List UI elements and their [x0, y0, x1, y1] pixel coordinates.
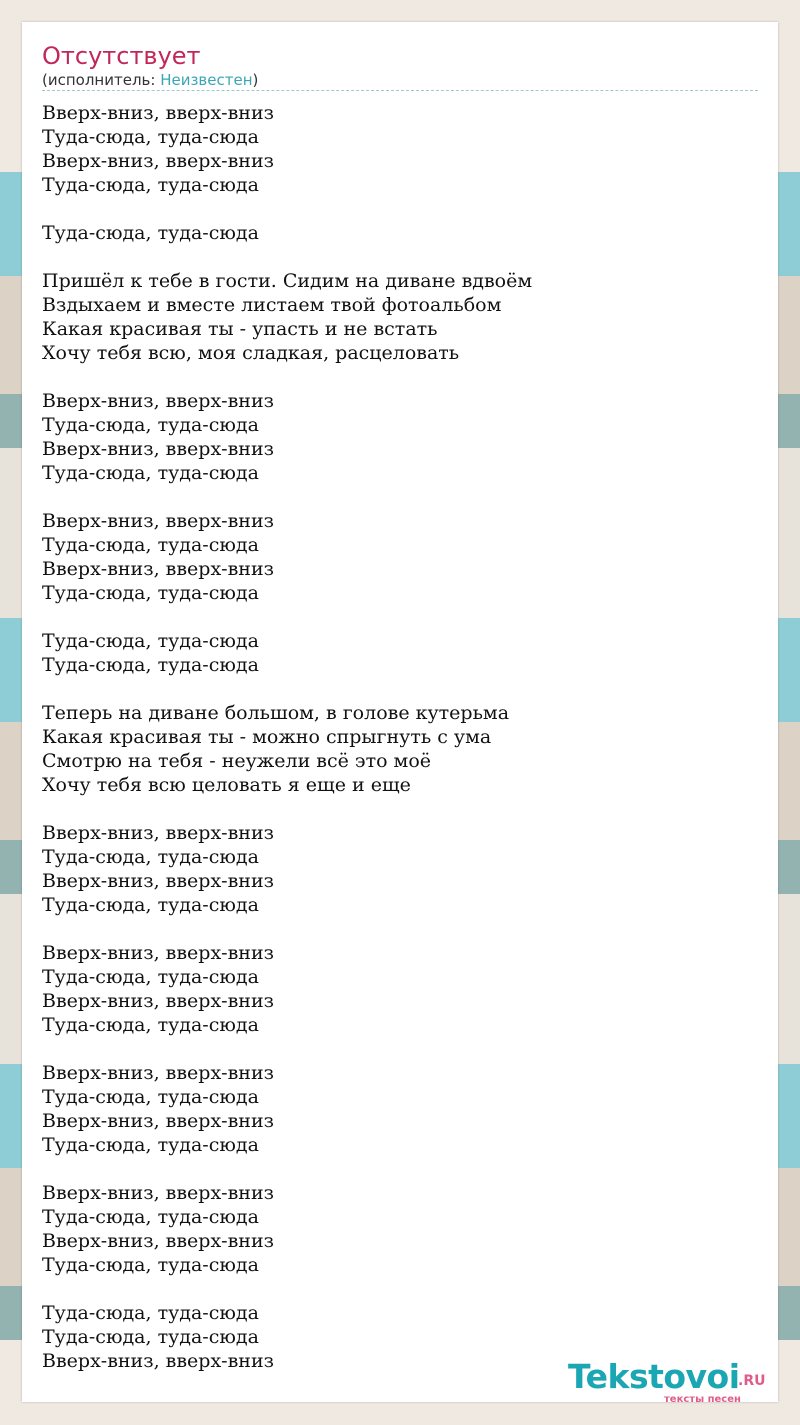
lyrics-text: [42, 101, 532, 1397]
lyrics-line: Туда-сюда, туда-сюда: [42, 846, 259, 868]
lyrics-line: Хочу тебя всю, моя сладкая, расцеловать: [42, 342, 460, 364]
lyrics-line: Туда-сюда, туда-сюда: [42, 1254, 259, 1276]
lyrics-stanza: [42, 1301, 532, 1373]
lyrics-line: Вверх-вниз, вверх-вниз: [42, 510, 274, 532]
lyrics-line: Вверх-вниз, вверх-вниз: [42, 1350, 274, 1372]
lyrics-stanza: [42, 821, 532, 917]
lyrics-line: Туда-сюда, туда-сюда: [42, 126, 259, 148]
lyrics-stanza: [42, 101, 532, 197]
lyrics-line: Туда-сюда, туда-сюда: [42, 1014, 259, 1036]
lyrics-line: Вверх-вниз, вверх-вниз: [42, 438, 274, 460]
lyrics-card: [22, 22, 778, 1405]
lyrics-line: Туда-сюда, туда-сюда: [42, 1326, 259, 1348]
lyrics-stanza: [42, 389, 532, 485]
lyrics-line: Туда-сюда, туда-сюда: [42, 1206, 259, 1228]
song-title: Отсутствует: [42, 42, 201, 70]
lyrics-line: Туда-сюда, туда-сюда: [42, 414, 259, 436]
lyrics-line: Какая красивая ты - упасть и не встать: [42, 318, 438, 340]
artist-prefix: (исполнитель:: [42, 71, 161, 89]
logo-tagline: тексты песен: [664, 1394, 741, 1405]
site-logo[interactable]: [568, 1357, 773, 1405]
lyrics-stanza: [42, 941, 532, 1037]
lyrics-stanza: [42, 701, 532, 797]
lyrics-line: Вверх-вниз, вверх-вниз: [42, 102, 274, 124]
lyrics-line: Вверх-вниз, вверх-вниз: [42, 1062, 274, 1084]
lyrics-line: Вверх-вниз, вверх-вниз: [42, 942, 274, 964]
artist-line: [42, 71, 258, 89]
lyrics-line: Вверх-вниз, вверх-вниз: [42, 150, 274, 172]
lyrics-line: Пришёл к тебе в гости. Сидим на диване вдвоём: [42, 270, 533, 292]
lyrics-line: Вверх-вниз, вверх-вниз: [42, 390, 274, 412]
lyrics-line: Туда-сюда, туда-сюда: [42, 174, 259, 196]
lyrics-line: Туда-сюда, туда-сюда: [42, 1302, 259, 1324]
lyrics-line: Туда-сюда, туда-сюда: [42, 630, 259, 652]
lyrics-line: Вверх-вниз, вверх-вниз: [42, 1110, 274, 1132]
lyrics-line: Хочу тебя всю целовать я еще и еще: [42, 774, 411, 796]
lyrics-line: Вверх-вниз, вверх-вниз: [42, 990, 274, 1012]
lyrics-line: Туда-сюда, туда-сюда: [42, 1134, 259, 1156]
lyrics-stanza: [42, 629, 532, 677]
lyrics-line: Вверх-вниз, вверх-вниз: [42, 822, 274, 844]
lyrics-stanza: [42, 1181, 532, 1277]
lyrics-line: Смотрю на тебя - неужели всё это моё: [42, 750, 432, 772]
lyrics-line: Туда-сюда, туда-сюда: [42, 462, 259, 484]
logo-tld: .RU: [738, 1373, 766, 1389]
lyrics-line: Теперь на диване большом, в голове кутерьма: [42, 702, 510, 724]
lyrics-line: Вздыхаем и вместе листаем твой фотоальбом: [42, 294, 502, 316]
lyrics-stanza: [42, 509, 532, 605]
lyrics-line: Туда-сюда, туда-сюда: [42, 654, 259, 676]
lyrics-line: Туда-сюда, туда-сюда: [42, 966, 259, 988]
artist-link[interactable]: Неизвестен: [160, 71, 253, 89]
logo-name: Tekstovoi: [568, 1357, 740, 1396]
artist-suffix: ): [252, 71, 259, 89]
lyrics-stanza: [42, 221, 532, 245]
lyrics-line: Туда-сюда, туда-сюда: [42, 582, 259, 604]
lyrics-line: Туда-сюда, туда-сюда: [42, 894, 259, 916]
lyrics-line: Вверх-вниз, вверх-вниз: [42, 1182, 274, 1204]
lyrics-line: Вверх-вниз, вверх-вниз: [42, 1230, 274, 1252]
lyrics-line: Туда-сюда, туда-сюда: [42, 534, 259, 556]
lyrics-line: Туда-сюда, туда-сюда: [42, 1086, 259, 1108]
lyrics-line: Вверх-вниз, вверх-вниз: [42, 870, 274, 892]
lyrics-line: Какая красивая ты - можно спрыгнуть с ума: [42, 726, 492, 748]
lyrics-stanza: [42, 269, 532, 365]
header-divider: [42, 90, 758, 91]
lyrics-line: Вверх-вниз, вверх-вниз: [42, 558, 274, 580]
lyrics-stanza: [42, 1061, 532, 1157]
lyrics-line: Туда-сюда, туда-сюда: [42, 222, 259, 244]
